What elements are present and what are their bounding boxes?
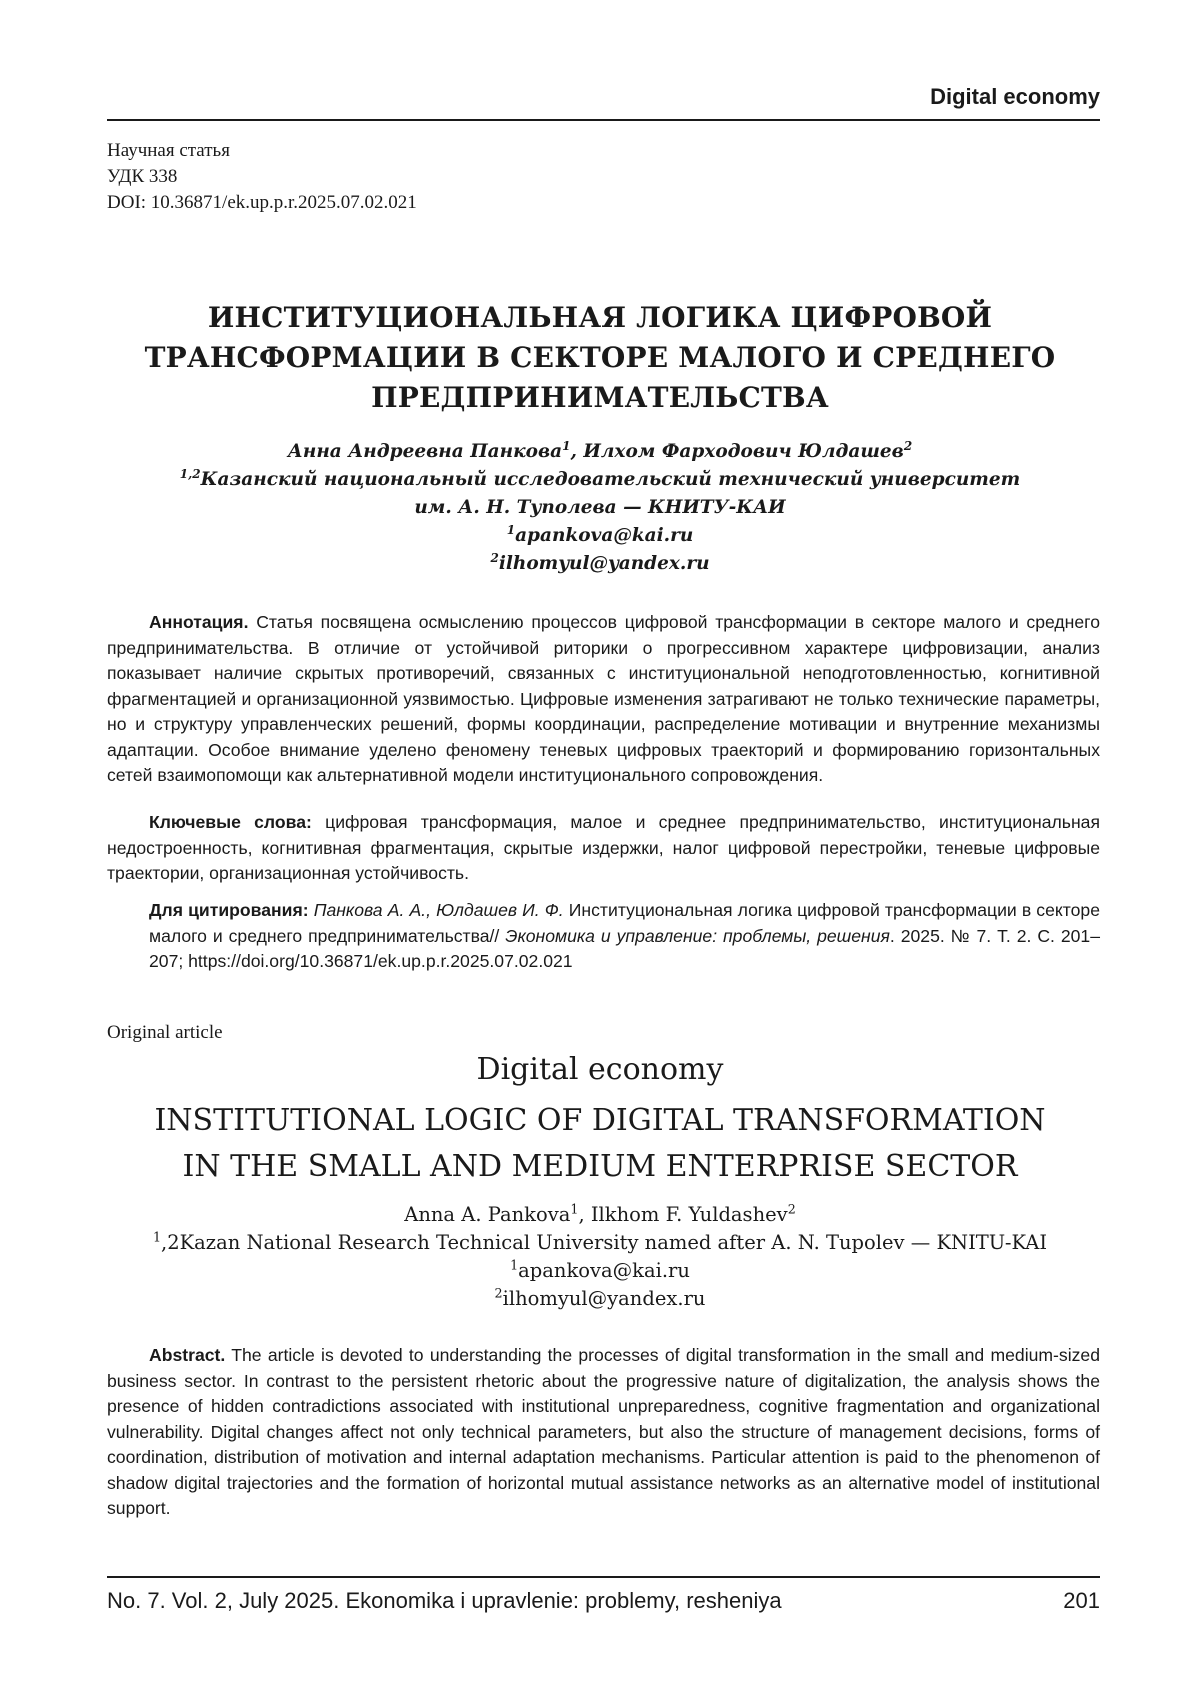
keywords-text: цифровая трансформация, малое и среднее предпринимательство, институциональная недостроенность, когнитивная фрагментация, скрытые издержки, налог цифровой перестройки, теневые цифровые траектории, организационная устойчивость. — [107, 812, 1100, 883]
author-separator: , — [570, 441, 584, 462]
authors-block-en — [100, 1201, 1100, 1313]
title-ru — [100, 298, 1100, 418]
section-en: Digital economy — [476, 1052, 724, 1087]
affiliation-line: ,2Kazan National Research Technical University named after A. N. Tupolev — KNITU-KAI — [161, 1231, 1048, 1254]
title-ru-line: ИНСТИТУЦИОНАЛЬНАЯ ЛОГИКА ЦИФРОВОЙ — [207, 301, 993, 334]
title-en-line: IN THE SMALL AND MEDIUM ENTERPRISE SECTOR — [182, 1149, 1018, 1184]
email-ru — [100, 550, 1100, 578]
affiliation-ru — [100, 466, 1100, 494]
doi: DOI: 10.36871/ek.up.p.r.2025.07.02.021 — [107, 192, 417, 213]
abstract-text: Статья посвящена осмыслению процессов цифровой трансформации в секторе малого и среднего предпринимательства. В отличие от устойчивой риторики о прогрессивном характере цифровизации, анализ показывает наличие скрытых противоречий, связанных с институциональной неподготовленностью, когнитивной фрагментацией и организационной уязвимостью. Цифровые изменения затрагивают не только технические параметры, но и структуру управленческих решений, формы координации, распределение мотивации и внутренние механизмы адаптации. Особое внимание уделено феномену теневых цифровых траекторий и формированию горизонтальных сетей взаимопомощи как альтернативной модели институционального сопровождения. — [107, 612, 1100, 785]
email-index: 1 — [510, 1257, 519, 1273]
citation-title: Институциональная логика цифровой трансформации в секторе малого и среднего предпринимательства// — [149, 900, 1100, 946]
email-en — [100, 1257, 1100, 1285]
email-en — [100, 1285, 1100, 1313]
citation-authors: Панкова А. А., Юлдашев И. Ф. — [308, 900, 564, 920]
keywords-ru — [107, 810, 1100, 887]
author-name: Anna A. Pankova — [404, 1203, 571, 1226]
email-index: 2 — [490, 550, 499, 565]
footer-journal: No. 7. Vol. 2, July 2025. Ekonomika i upravlenie: problemy, resheniya — [107, 1588, 782, 1613]
author-name: Анна Андреевна Панкова — [287, 441, 563, 462]
abstract-text: The article is devoted to understanding the processes of digital transformation in the small and medium-sized business sector. In contrast to the persistent rhetoric about the progressive nature of digitalization, the analysis shows the presence of hidden contradictions associated with institutional unpreparedness, cognitive fragmentation and organizational vulnerability. Digital changes affect not only technical parameters, but also the structure of management decisions, forms of coordination, distribution of motivation and internal adaptation mechanisms. Particular attention is paid to the phenomenon of shadow digital trajectories and the formation of horizontal mutual assistance networks as an alternative model of institutional support. — [107, 1345, 1100, 1518]
title-ru-line: ПРЕДПРИНИМАТЕЛЬСТВА — [371, 381, 829, 414]
affiliation-line: им. А. Н. Туполева — КНИТУ-КАИ — [414, 497, 786, 518]
top-rule — [107, 119, 1100, 121]
title-en — [100, 1098, 1100, 1190]
author-name: Ilkhom F. Yuldashev — [590, 1203, 788, 1226]
author-separator: , — [578, 1203, 591, 1226]
title-en-line: INSTITUTIONAL LOGIC OF DIGITAL TRANSFORMATION — [154, 1103, 1046, 1138]
author-index: 2 — [903, 438, 913, 453]
article-type-en: Original article — [107, 1022, 223, 1043]
citation-tail[interactable]: . 2025. № 7. Т. 2. С. 201–207; https://doi.org/10.36871/ek.up.p.r.2025.07.02.021 — [149, 925, 1100, 971]
affiliation-index: 1,2 — [179, 466, 201, 481]
running-head: Digital economy — [930, 84, 1100, 109]
footer — [107, 1588, 1100, 1614]
abstract-label: Аннотация. — [149, 612, 249, 632]
authors-en — [100, 1201, 1100, 1229]
email-link[interactable]: ilhomyul@yandex.ru — [498, 553, 710, 574]
citation-label: Для цитирования: — [149, 900, 309, 920]
bottom-rule — [107, 1576, 1100, 1578]
affiliation-index: 1 — [152, 1229, 161, 1245]
authors-ru — [100, 438, 1100, 466]
article-meta — [107, 138, 417, 216]
abstract-en — [107, 1343, 1100, 1522]
affiliation-en — [100, 1229, 1100, 1257]
article-type-ru: Научная статья — [107, 140, 230, 161]
citation-ru — [107, 898, 1100, 975]
email-index: 1 — [506, 522, 516, 537]
author-index: 1 — [570, 1201, 579, 1217]
citation-journal: Экономика и управление: проблемы, решения — [505, 925, 890, 946]
author-index: 1 — [562, 438, 571, 453]
email-ru — [100, 522, 1100, 550]
email-link[interactable]: apankova@kai.ru — [518, 1259, 690, 1282]
email-link[interactable]: ilhomyul@yandex.ru — [502, 1287, 706, 1310]
email-index: 2 — [494, 1285, 503, 1301]
abstract-label: Abstract. — [149, 1345, 226, 1365]
keywords-label: Ключевые слова: — [149, 812, 312, 832]
affiliation-line: Казанский национальный исследовательский технический университет — [200, 469, 1021, 490]
authors-block-ru — [100, 438, 1100, 578]
abstract-ru — [107, 610, 1100, 789]
title-ru-line: ТРАНСФОРМАЦИИ В СЕКТОРЕ МАЛОГО И СРЕДНЕГО — [144, 341, 1056, 374]
page-number: 201 — [1063, 1588, 1100, 1613]
udc: УДК 338 — [107, 166, 178, 187]
author-name: Илхом Фарходович Юлдашев — [583, 441, 904, 462]
email-link[interactable]: apankova@kai.ru — [515, 525, 694, 546]
author-index: 2 — [787, 1201, 796, 1217]
